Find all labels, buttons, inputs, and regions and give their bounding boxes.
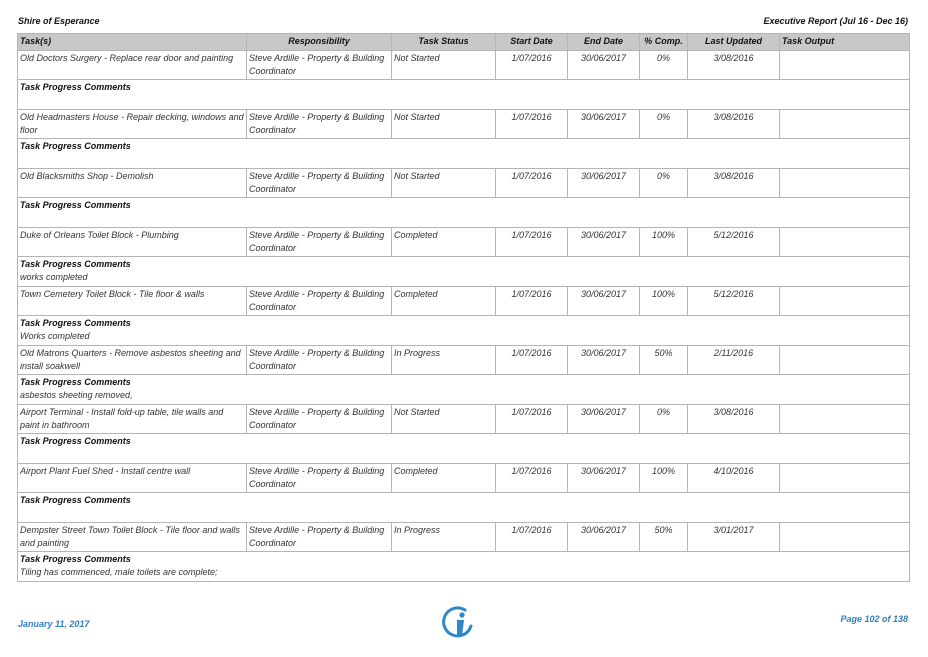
- task-report-table: [17, 33, 910, 582]
- responsibility: Steve Ardille - Property & Building Coordinator: [247, 287, 392, 316]
- task-name: Airport Plant Fuel Shed - Install centre wall: [18, 464, 247, 493]
- start-date: 1/07/2016: [496, 287, 568, 316]
- footer-date: January 11, 2017: [18, 619, 90, 629]
- table-row: [18, 169, 910, 198]
- col-header-task-status: Task Status: [392, 34, 496, 51]
- task-name: Old Headmasters House - Repair decking, windows and floor: [18, 110, 247, 139]
- responsibility: Steve Ardille - Property & Building Coordinator: [247, 169, 392, 198]
- task-status: Not Started: [392, 169, 496, 198]
- responsibility: Steve Ardille - Property & Building Coordinator: [247, 405, 392, 434]
- task-status: Completed: [392, 287, 496, 316]
- start-date: 1/07/2016: [496, 51, 568, 80]
- end-date: 30/06/2017: [568, 228, 640, 257]
- task-output: [780, 169, 910, 198]
- comments-heading: Task Progress Comments: [20, 141, 131, 151]
- task-name: Town Cemetery Toilet Block - Tile floor & walls: [18, 287, 247, 316]
- start-date: 1/07/2016: [496, 523, 568, 552]
- table-row: [18, 110, 910, 139]
- last-updated: 3/08/2016: [688, 51, 780, 80]
- comment-text: asbestos sheeting removed,: [20, 390, 133, 400]
- last-updated: 3/08/2016: [688, 169, 780, 198]
- task-output: [780, 287, 910, 316]
- end-date: 30/06/2017: [568, 287, 640, 316]
- col-header-last-updated: Last Updated: [688, 34, 780, 51]
- start-date: 1/07/2016: [496, 346, 568, 375]
- comment-row: [18, 493, 910, 523]
- last-updated: 5/12/2016: [688, 228, 780, 257]
- start-date: 1/07/2016: [496, 169, 568, 198]
- comment-row: [18, 552, 910, 582]
- responsibility: Steve Ardille - Property & Building Coordinator: [247, 464, 392, 493]
- comment-row: [18, 198, 910, 228]
- comments-heading: Task Progress Comments: [20, 377, 131, 387]
- comment-text: Tiling has commenced, male toilets are complete;: [20, 567, 218, 577]
- comments-heading: Task Progress Comments: [20, 259, 131, 269]
- organization-name: Shire of Esperance: [18, 16, 100, 26]
- comment-row: [18, 375, 910, 405]
- comment-row: [18, 257, 910, 287]
- last-updated: 5/12/2016: [688, 287, 780, 316]
- table-row: [18, 523, 910, 552]
- progress-comments: [18, 493, 910, 523]
- task-status: Not Started: [392, 405, 496, 434]
- task-output: [780, 346, 910, 375]
- percent-complete: 100%: [640, 287, 688, 316]
- comment-row: [18, 139, 910, 169]
- responsibility: Steve Ardille - Property & Building Coordinator: [247, 110, 392, 139]
- comments-heading: Task Progress Comments: [20, 82, 131, 92]
- table-row: [18, 405, 910, 434]
- col-header-task-output: Task Output: [780, 34, 910, 51]
- task-name: Old Matrons Quarters - Remove asbestos sheeting and install soakwell: [18, 346, 247, 375]
- responsibility: Steve Ardille - Property & Building Coordinator: [247, 228, 392, 257]
- comments-heading: Task Progress Comments: [20, 554, 131, 564]
- col-header-start-date: Start Date: [496, 34, 568, 51]
- task-status: Completed: [392, 464, 496, 493]
- table-row: [18, 287, 910, 316]
- info-i-logo-icon: [440, 605, 478, 639]
- progress-comments: [18, 198, 910, 228]
- percent-complete: 50%: [640, 523, 688, 552]
- task-name: Dempster Street Town Toilet Block - Tile floor and walls and painting: [18, 523, 247, 552]
- page-number: Page 102 of 138: [840, 614, 908, 624]
- end-date: 30/06/2017: [568, 346, 640, 375]
- report-title: Executive Report (Jul 16 - Dec 16): [763, 16, 908, 26]
- start-date: 1/07/2016: [496, 405, 568, 434]
- task-output: [780, 523, 910, 552]
- last-updated: 3/08/2016: [688, 405, 780, 434]
- progress-comments: [18, 80, 910, 110]
- comment-row: [18, 316, 910, 346]
- task-output: [780, 228, 910, 257]
- progress-comments: [18, 316, 910, 346]
- comment-row: [18, 80, 910, 110]
- responsibility: Steve Ardille - Property & Building Coordinator: [247, 523, 392, 552]
- task-name: Airport Terminal - Install fold-up table, tile walls and paint in bathroom: [18, 405, 247, 434]
- progress-comments: [18, 257, 910, 287]
- task-output: [780, 464, 910, 493]
- percent-complete: 100%: [640, 464, 688, 493]
- last-updated: 4/10/2016: [688, 464, 780, 493]
- comment-text: Works completed: [20, 331, 90, 341]
- comments-heading: Task Progress Comments: [20, 200, 131, 210]
- end-date: 30/06/2017: [568, 405, 640, 434]
- table-row: [18, 51, 910, 80]
- col-header-end-date: End Date: [568, 34, 640, 51]
- percent-complete: 0%: [640, 405, 688, 434]
- responsibility: Steve Ardille - Property & Building Coordinator: [247, 51, 392, 80]
- end-date: 30/06/2017: [568, 523, 640, 552]
- col-header-tasks: Task(s): [18, 34, 247, 51]
- percent-complete: 100%: [640, 228, 688, 257]
- end-date: 30/06/2017: [568, 51, 640, 80]
- col-header-responsibility: Responsibility: [247, 34, 392, 51]
- task-name: Old Doctors Surgery - Replace rear door and painting: [18, 51, 247, 80]
- percent-complete: 50%: [640, 346, 688, 375]
- percent-complete: 0%: [640, 169, 688, 198]
- task-status: Completed: [392, 228, 496, 257]
- comments-heading: Task Progress Comments: [20, 436, 131, 446]
- task-status: In Progress: [392, 346, 496, 375]
- start-date: 1/07/2016: [496, 228, 568, 257]
- responsibility: Steve Ardille - Property & Building Coordinator: [247, 346, 392, 375]
- last-updated: 3/08/2016: [688, 110, 780, 139]
- task-output: [780, 110, 910, 139]
- comment-row: [18, 434, 910, 464]
- last-updated: 3/01/2017: [688, 523, 780, 552]
- progress-comments: [18, 375, 910, 405]
- end-date: 30/06/2017: [568, 169, 640, 198]
- table-row: [18, 346, 910, 375]
- comments-heading: Task Progress Comments: [20, 318, 131, 328]
- task-status: In Progress: [392, 523, 496, 552]
- task-status: Not Started: [392, 110, 496, 139]
- progress-comments: [18, 434, 910, 464]
- progress-comments: [18, 139, 910, 169]
- start-date: 1/07/2016: [496, 110, 568, 139]
- task-name: Old Blacksmiths Shop - Demolish: [18, 169, 247, 198]
- task-output: [780, 51, 910, 80]
- task-name: Duke of Orleans Toilet Block - Plumbing: [18, 228, 247, 257]
- table-row: [18, 228, 910, 257]
- comment-text: works completed: [20, 272, 88, 282]
- comments-heading: Task Progress Comments: [20, 495, 131, 505]
- end-date: 30/06/2017: [568, 110, 640, 139]
- progress-comments: [18, 552, 910, 582]
- start-date: 1/07/2016: [496, 464, 568, 493]
- task-status: Not Started: [392, 51, 496, 80]
- percent-complete: 0%: [640, 51, 688, 80]
- end-date: 30/06/2017: [568, 464, 640, 493]
- table-header-row: [18, 34, 910, 51]
- task-output: [780, 405, 910, 434]
- last-updated: 2/11/2016: [688, 346, 780, 375]
- percent-complete: 0%: [640, 110, 688, 139]
- col-header-percent-complete: % Comp.: [640, 34, 688, 51]
- table-row: [18, 464, 910, 493]
